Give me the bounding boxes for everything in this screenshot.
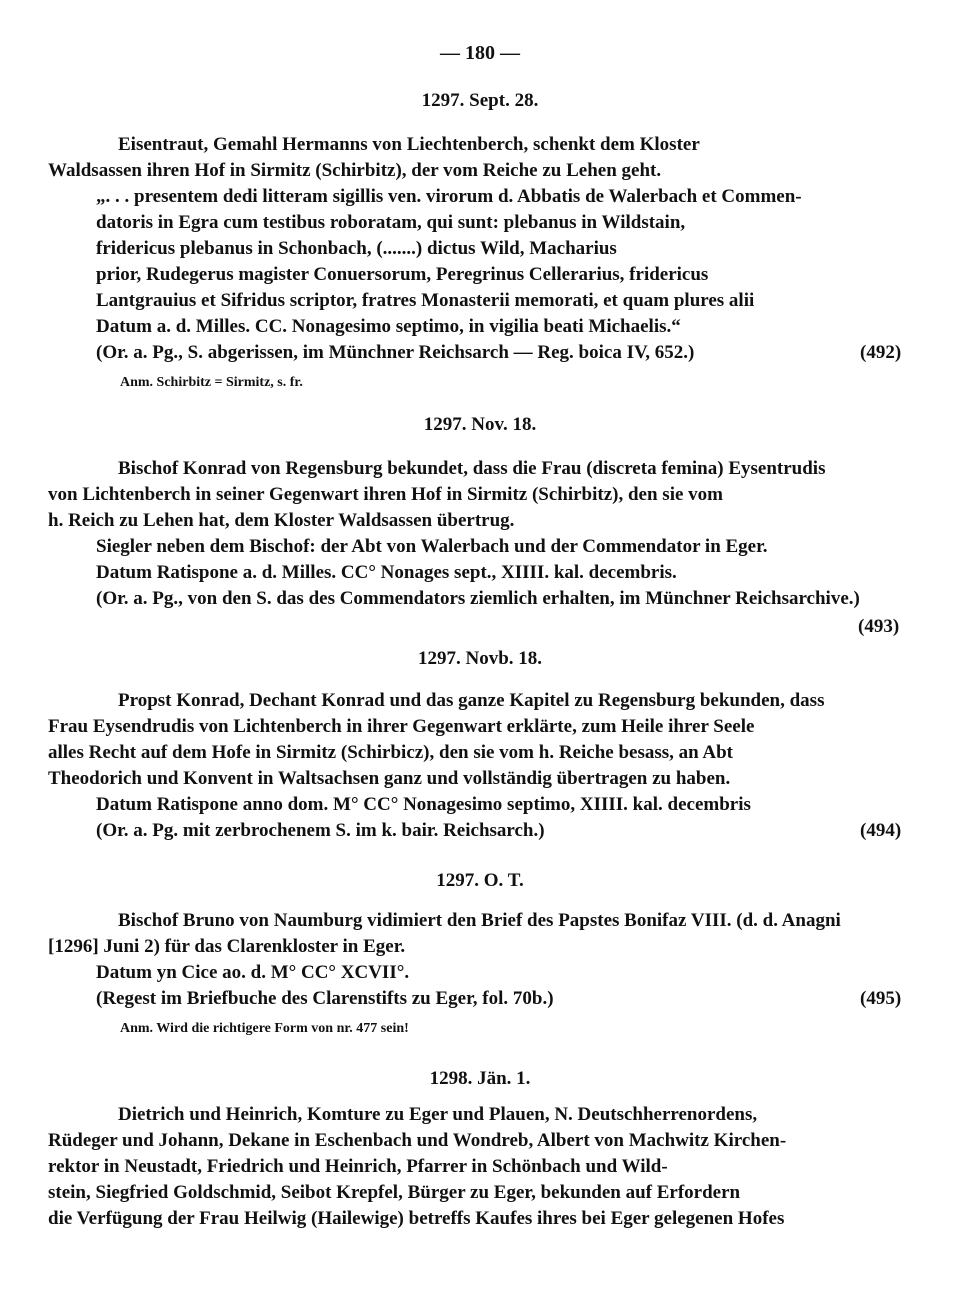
entry-line: Propst Konrad, Dechant Konrad und das ganze Kapitel zu Regensburg bekunden, dass	[118, 690, 825, 711]
page-number: — 180 —	[440, 42, 520, 64]
entry-line: datoris in Egra cum testibus roboratam, qui sunt: plebanus in Wildstain,	[96, 212, 686, 233]
regest-number: (492)	[860, 342, 902, 363]
entry-line: Eisentraut, Gemahl Hermanns von Liechtenberch, schenkt dem Kloster	[118, 134, 700, 155]
regest-number: (494)	[860, 820, 902, 841]
entry-line: Waldsassen ihren Hof in Sirmitz (Schirbitz), der vom Reiche zu Lehen geht.	[48, 160, 662, 181]
entry-line: Datum a. d. Milles. CC. Nonagesimo septimo, in vigilia beati Michaelis.“	[96, 316, 681, 337]
entry-date: 1297. Sept. 28.	[421, 90, 539, 111]
entry-date: 1297. O. T.	[436, 870, 524, 891]
regest-number: (493)	[858, 616, 900, 637]
entry-line: h. Reich zu Lehen hat, dem Kloster Waldsassen übertrug.	[48, 510, 515, 531]
entry-line: fridericus plebanus in Schonbach, (.......) dictus Wild, Macharius	[96, 238, 617, 259]
entry-line: rektor in Neustadt, Friedrich und Heinrich, Pfarrer in Schönbach und Wild-	[48, 1156, 668, 1177]
regest-number: (495)	[860, 988, 902, 1009]
entry-line: Theodorich und Konvent in Waltsachsen ganz und vollständig übertragen zu haben.	[48, 768, 731, 789]
entry-line: alles Recht auf dem Hofe in Sirmitz (Schirbicz), den sie vom h. Reiche besass, an Abt	[48, 742, 734, 763]
entry-date: 1298. Jän. 1.	[429, 1068, 531, 1089]
entry-date: 1297. Nov. 18.	[423, 414, 537, 435]
entry-line: stein, Siegfried Goldschmid, Seibot Krepfel, Bürger zu Eger, bekunden auf Erfordern	[48, 1182, 741, 1203]
entry-line: [1296] Juni 2) für das Clarenkloster in Eger.	[48, 936, 406, 957]
entry-line: (Or. a. Pg., von den S. das des Commendators ziemlich erhalten, im Münchner Reichsarchive.)	[96, 588, 860, 609]
entry-line: prior, Rudegerus magister Conuersorum, Peregrinus Cellerarius, fridericus	[96, 264, 709, 285]
entry-line: Rüdeger und Johann, Dekane in Eschenbach und Wondreb, Albert von Machwitz Kirchen-	[48, 1130, 787, 1151]
entry-line: Datum Ratispone a. d. Milles. CC° Nonages sept., XIIII. kal. decembris.	[96, 562, 677, 583]
entry-line: von Lichtenberch in seiner Gegenwart ihren Hof in Sirmitz (Schirbitz), den sie vom	[48, 484, 723, 505]
entry-line: (Or. a. Pg. mit zerbrochenem S. im k. bair. Reichsarch.)	[96, 820, 545, 841]
entry-line: Lantgrauius et Sifridus scriptor, fratres Monasterii memorati, et quam plures alii	[96, 290, 755, 311]
entry-line: „. . . presentem dedi litteram sigillis ven. virorum d. Abbatis de Walerbach et Commen-	[96, 186, 802, 207]
entry-line: Bischof Konrad von Regensburg bekundet, dass die Frau (discreta femina) Eysentrudis	[118, 458, 826, 479]
entry-line: Datum Ratispone anno dom. M° CC° Nonagesimo septimo, XIIII. kal. decembris	[96, 794, 751, 815]
entry-line: Frau Eysendrudis von Lichtenberch in ihrer Gegenwart erklärte, zum Heile ihrer Seele	[48, 716, 755, 737]
entry-line: die Verfügung der Frau Heilwig (Hailewige) betreffs Kaufes ihres bei Eger gelegenen Hofes	[48, 1208, 785, 1229]
entry-line: Dietrich und Heinrich, Komture zu Eger und Plauen, N. Deutschherrenordens,	[118, 1104, 758, 1125]
entry-line: (Or. a. Pg., S. abgerissen, im Münchner Reichsarch — Reg. boica IV, 652.)	[96, 342, 695, 363]
entry-line: Bischof Bruno von Naumburg vidimiert den Brief des Papstes Bonifaz VIII. (d. d. Anagni	[118, 910, 841, 931]
entry-line: (Regest im Briefbuche des Clarenstifts zu Eger, fol. 70b.)	[96, 988, 554, 1009]
entry-line: Datum yn Cice ao. d. M° CC° XCVII°.	[96, 962, 410, 983]
entry-line: Siegler neben dem Bischof: der Abt von Walerbach und der Commendator in Eger.	[96, 536, 768, 557]
annotation-note: Anm. Wird die richtigere Form von nr. 477 sein!	[120, 1021, 409, 1036]
entry-date: 1297. Novb. 18.	[417, 648, 543, 669]
annotation-note: Anm. Schirbitz = Sirmitz, s. fr.	[120, 375, 303, 390]
